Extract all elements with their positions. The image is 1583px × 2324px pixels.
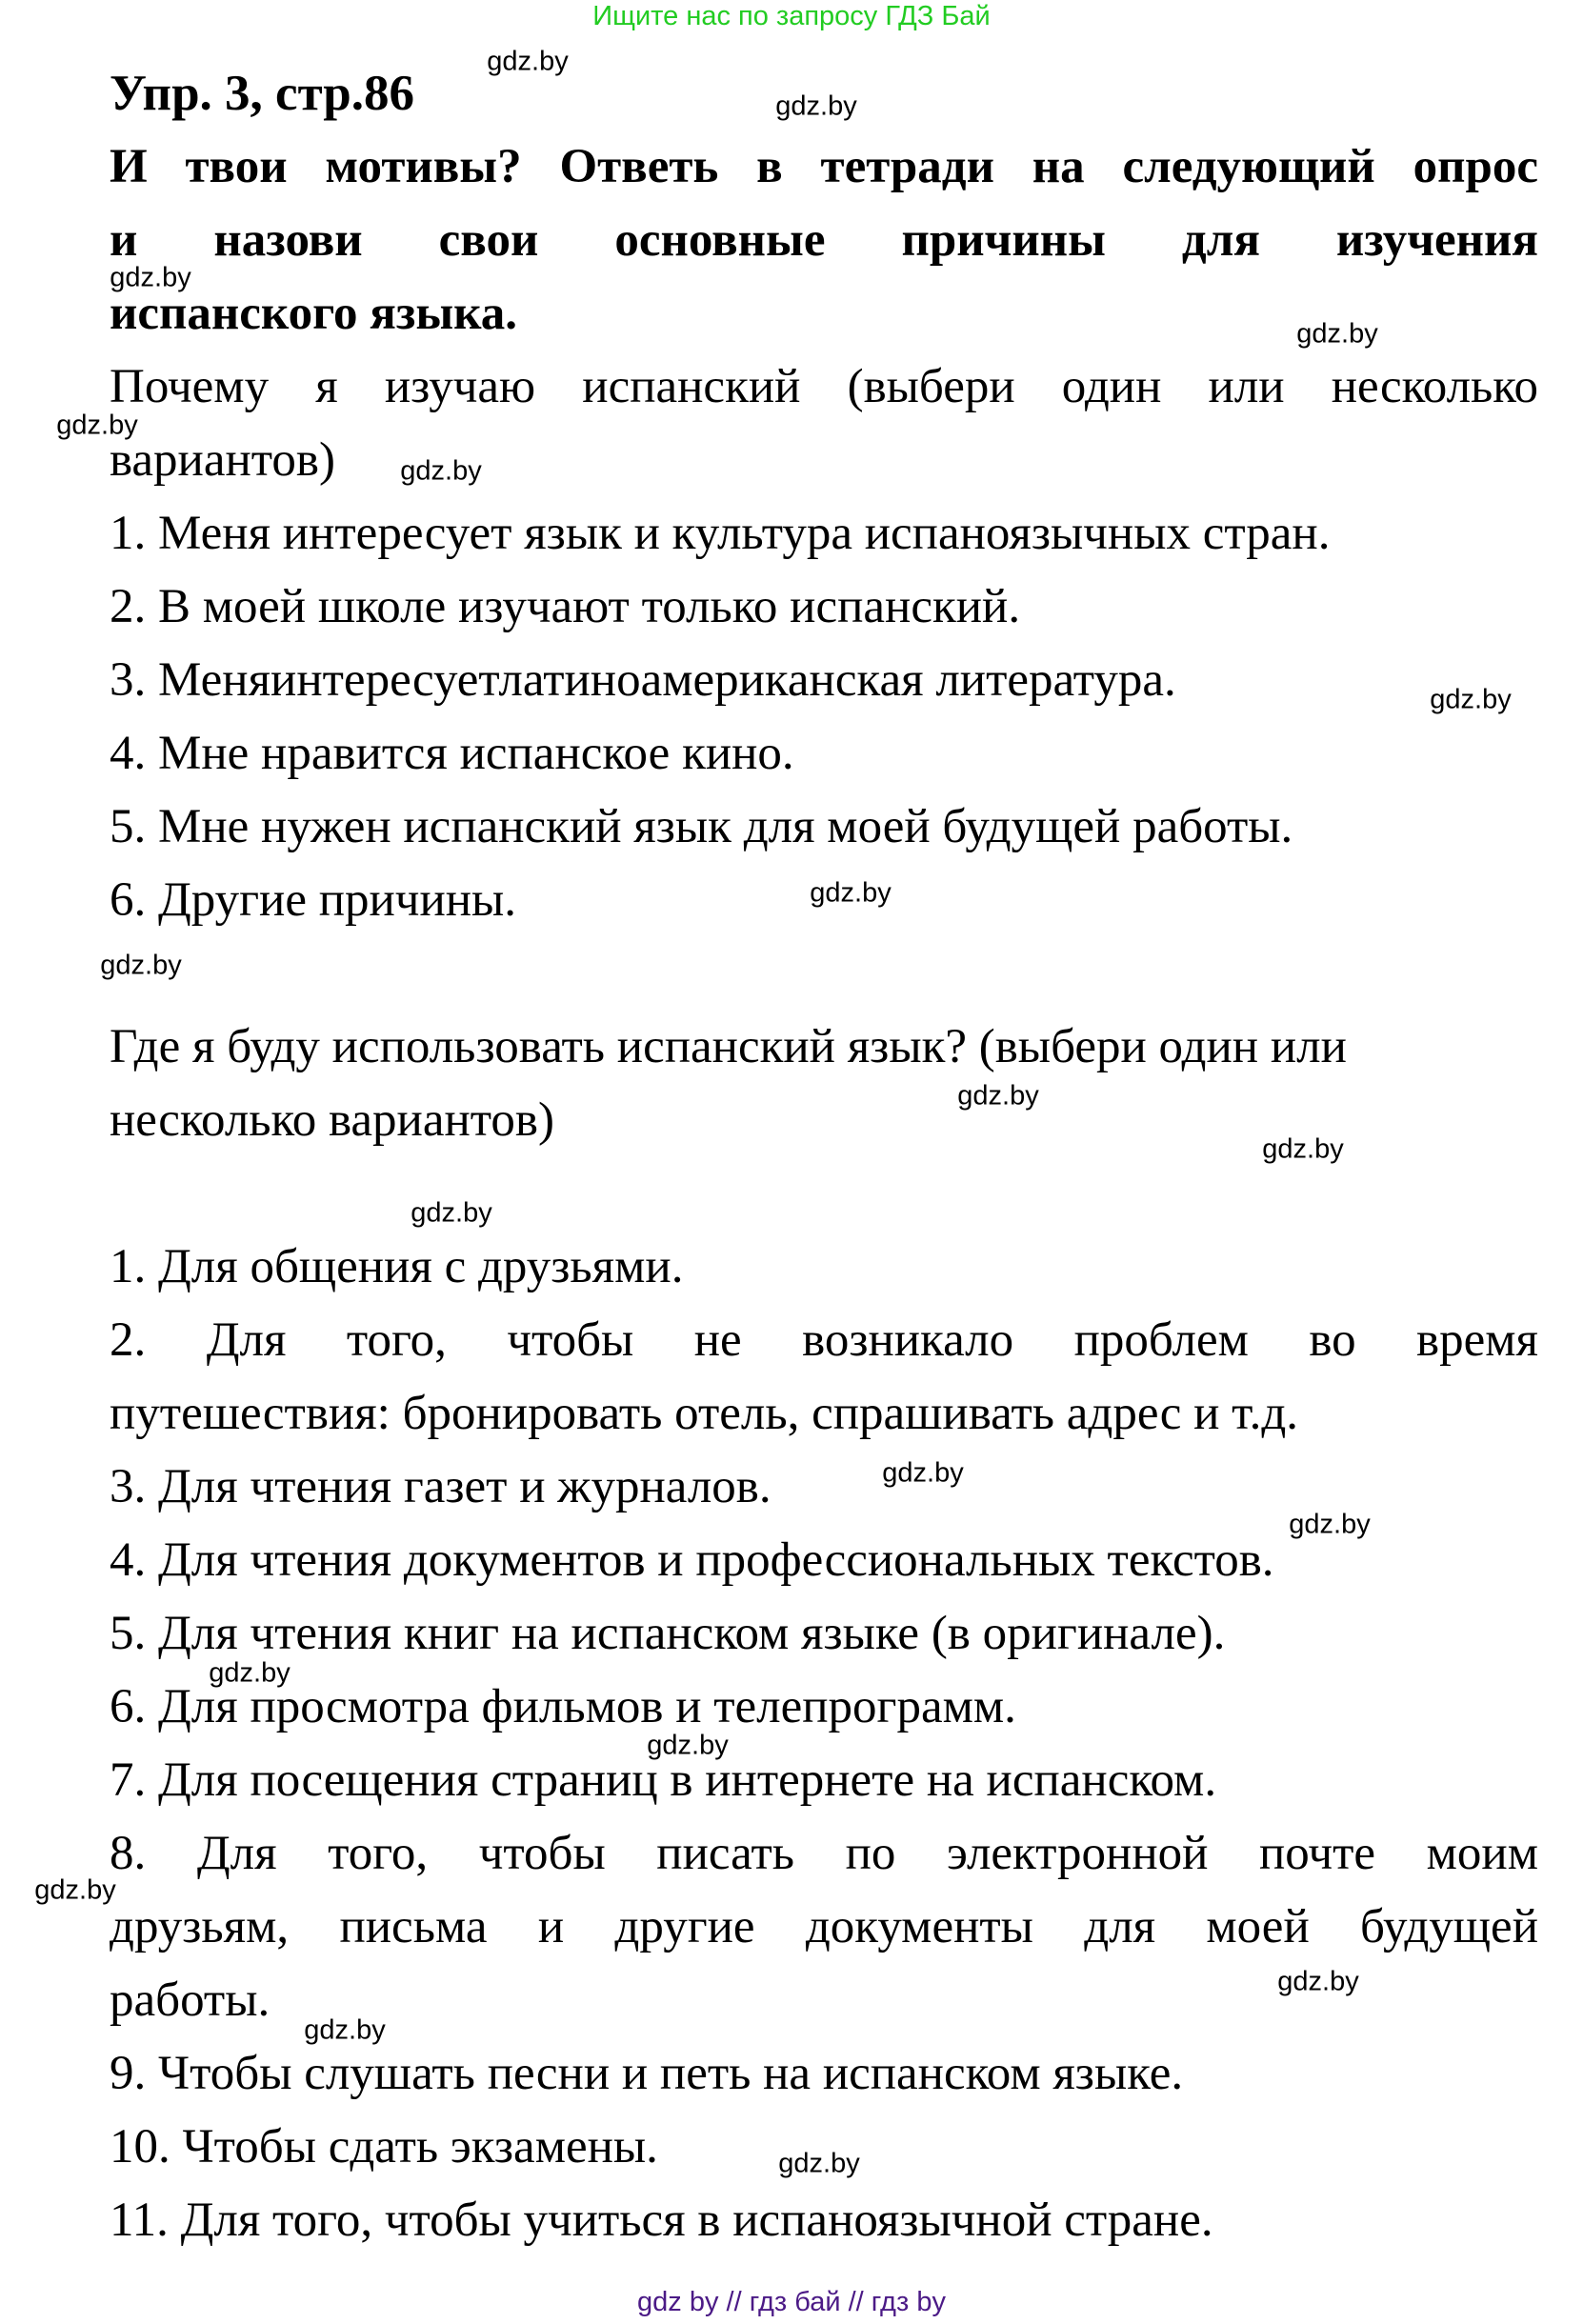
use-item: 7. Для посещения страниц в интернете на испанском. xyxy=(110,1753,1217,1807)
watermark: gdz.by xyxy=(957,1080,1039,1112)
use-item: 1. Для общения с друзьями. xyxy=(110,1240,684,1293)
use-item: 2. Для того, чтобы не возникало проблем во время xyxy=(110,1313,1538,1367)
use-item: работы. xyxy=(110,1973,271,2027)
question-2-line: Где я буду использовать испанский язык? (выбери один или xyxy=(110,1020,1347,1073)
spacer xyxy=(110,937,1538,1011)
reason-item: 5. Мне нужен испанский язык для моей будущей работы. xyxy=(110,800,1293,853)
question-1-line: вариантов) xyxy=(110,433,335,487)
use-item: друзьям, письма и другие документы для моей будущей xyxy=(110,1900,1538,1953)
task-line: испанского языка. xyxy=(110,287,518,340)
use-item: 4. Для чтения документов и профессиональных текстов. xyxy=(110,1533,1274,1587)
watermark: gdz.by xyxy=(882,1457,964,1489)
watermark: gdz.by xyxy=(110,262,191,293)
watermark: gdz.by xyxy=(775,90,857,122)
use-item: 3. Для чтения газет и журналов. xyxy=(110,1460,771,1513)
watermark: gdz.by xyxy=(304,2014,386,2046)
use-item: 6. Для просмотра фильмов и телепрограмм. xyxy=(110,1680,1016,1733)
watermark: gdz.by xyxy=(1296,318,1378,350)
reason-item: 6. Другие причины. xyxy=(110,873,517,927)
watermark: gdz.by xyxy=(400,455,482,487)
use-item: 5. Для чтения книг на испанском языке (в оригинале). xyxy=(110,1607,1226,1660)
watermark: gdz.by xyxy=(34,1874,116,1906)
task-line: И твои мотивы? Ответь в тетради на следующий опрос xyxy=(110,140,1538,193)
use-item: 11. Для того, чтобы учиться в испаноязычной стране. xyxy=(110,2194,1213,2247)
reason-item: 4. Мне нравится испанское кино. xyxy=(110,727,794,780)
watermark: gdz.by xyxy=(1289,1509,1371,1540)
use-item: 8. Для того, чтобы писать по электронной почте моим xyxy=(110,1827,1538,1880)
exercise-title: Упр. 3, стр.86 xyxy=(110,66,414,121)
spacer xyxy=(110,1157,1538,1231)
top-banner[interactable]: Ищите нас по запросу ГДЗ Бай xyxy=(592,1,991,31)
footer-links[interactable]: gdz by // гдз бай // гдз by xyxy=(637,2287,946,2317)
watermark: gdz.by xyxy=(1430,684,1512,715)
watermark: gdz.by xyxy=(778,2148,860,2179)
use-item: 9. Чтобы слушать песни и петь на испанском языке. xyxy=(110,2047,1184,2100)
watermark: gdz.by xyxy=(56,410,138,441)
reason-item: 3. Меняинтересуетлатиноамериканская литература. xyxy=(110,653,1176,707)
question-1-line: Почему я изучаю испанский (выбери один или несколько xyxy=(110,360,1538,413)
watermark: gdz.by xyxy=(810,877,892,909)
watermark: gdz.by xyxy=(411,1197,492,1229)
use-item: путешествия: бронировать отель, спрашивать адрес и т.д. xyxy=(110,1387,1299,1440)
watermark: gdz.by xyxy=(209,1657,291,1689)
task-line: и назови свои основные причины для изучения xyxy=(110,213,1538,267)
watermark: gdz.by xyxy=(647,1730,729,1761)
watermark: gdz.by xyxy=(1262,1133,1344,1165)
reason-item: 1. Меня интересует язык и культура испаноязычных стран. xyxy=(110,507,1331,560)
watermark: gdz.by xyxy=(1277,1966,1359,1997)
watermark: gdz.by xyxy=(100,950,182,981)
watermark: gdz.by xyxy=(487,46,569,77)
reason-item: 2. В моей школе изучают только испанский. xyxy=(110,580,1021,633)
question-2-line: несколько вариантов) xyxy=(110,1093,554,1147)
use-item: 10. Чтобы сдать экзамены. xyxy=(110,2120,658,2174)
